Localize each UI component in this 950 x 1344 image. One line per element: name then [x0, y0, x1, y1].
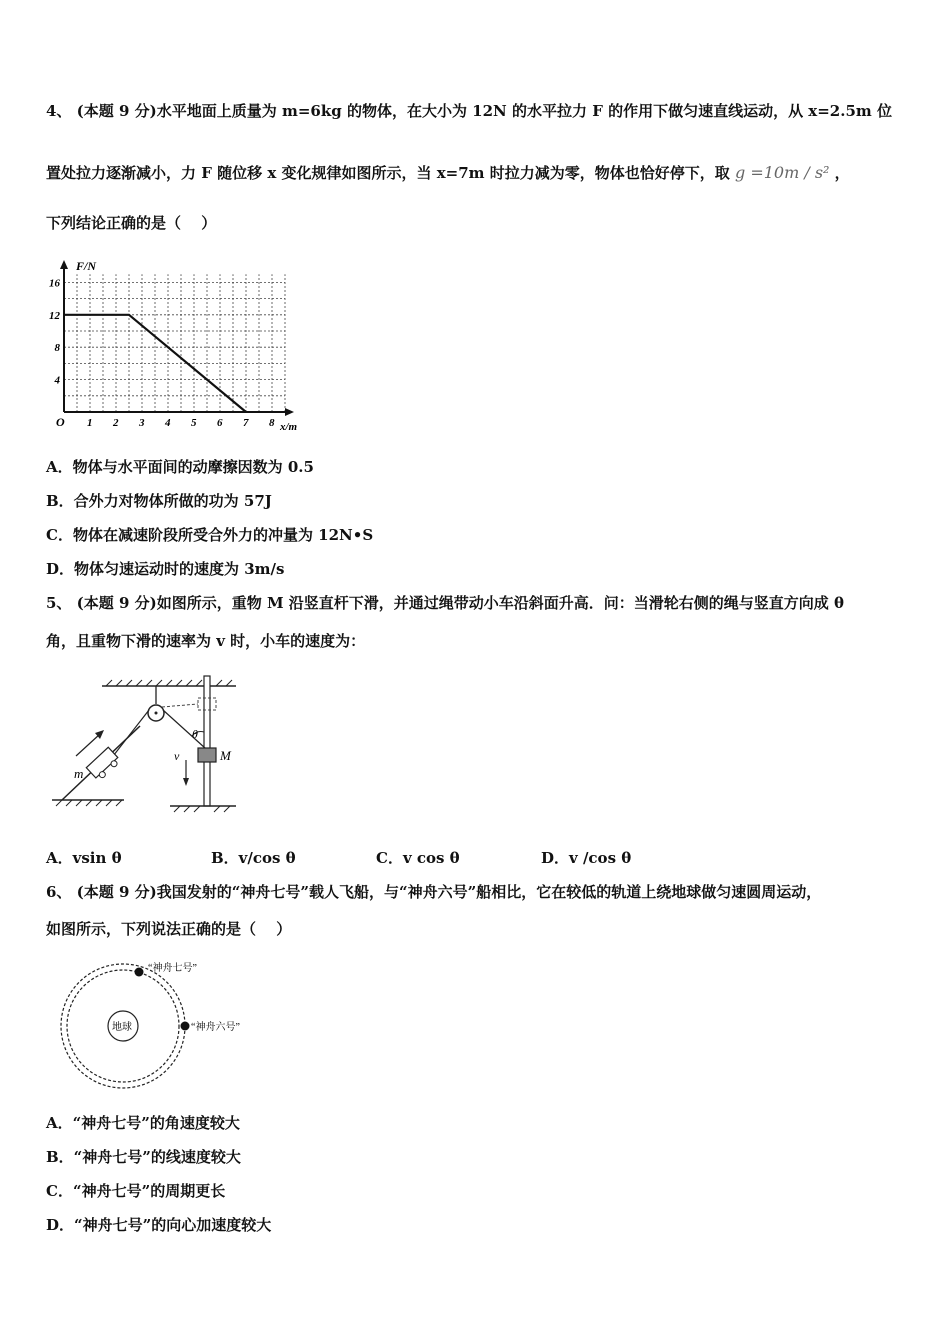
q4-stem-line2 [46, 163, 850, 183]
y-tick-label: 12 [49, 309, 60, 322]
theta-label: θ [192, 727, 198, 741]
q4-stem-line1: 4、 (本题 9 分)水平地面上质量为 m=6kg 的物体，在大小为 12N 的水平拉力 F 的作用下做匀速直线运动，从 x=2.5m 位 [46, 102, 892, 120]
chart-ticks [49, 277, 275, 429]
q5-option-d: D．v /cos θ [541, 849, 632, 867]
ceiling-hatch [106, 680, 232, 686]
label-m: m [74, 766, 84, 781]
force-displacement-chart [40, 252, 310, 438]
q5-option-b: B．v/cos θ [211, 849, 296, 867]
earth-label: 地球 [112, 1022, 132, 1033]
pulley-figure [40, 660, 250, 815]
q4-option-d: D．物体匀速运动时的速度为 3m/s [46, 560, 285, 578]
x-tick-label: 7 [243, 417, 249, 429]
y-tick-label: 16 [49, 277, 60, 290]
x-axis-label: x/m [280, 421, 298, 433]
x-tick-label: 1 [87, 417, 93, 429]
x-axis-arrow [285, 408, 294, 416]
q5-stem-line2: 角，且重物下滑的速率为 v 时，小车的速度为： [46, 632, 366, 650]
x-tick-label: 8 [269, 417, 275, 429]
y-axis-arrow [60, 260, 68, 269]
x-tick-label: 3 [139, 417, 145, 429]
cart-motion-arrow [76, 734, 100, 756]
x-tick-label: 6 [217, 417, 223, 429]
q6-stem-line2: 如图所示，下列说法正确的是（ ） [46, 920, 292, 938]
q6-option-a: A．“神舟七号”的角速度较大 [46, 1114, 240, 1132]
q4-option-a: A．物体与水平面间的动摩擦因数为 0.5 [46, 458, 314, 476]
q6-stem-line1: 6、 (本题 9 分)我国发射的“神舟七号”载人飞船，与“神舟六号”船相比，它在较低的轨道上绕地球做匀速圆周运动， [46, 883, 822, 901]
shenzhou6-label: “神舟六号” [191, 1022, 240, 1033]
shenzhou6-dot [181, 1022, 190, 1031]
label-M: M [220, 748, 231, 763]
block-M [198, 748, 216, 762]
q4-option-b: B．合外力对物体所做的功为 57J [46, 492, 272, 510]
x-tick-label: 2 [113, 417, 119, 429]
y-axis-label: F/N [76, 259, 97, 273]
q6-option-d: D．“神舟七号”的向心加速度较大 [46, 1216, 272, 1234]
q4-stem-line2-text: 置处拉力逐渐减小，力 F 随位移 x 变化规律如图所示，当 x=7m 时拉力减为零，物体也恰好停下，取 [46, 164, 730, 182]
q6-option-c: C．“神舟七号”的周期更长 [46, 1182, 226, 1200]
orbit-figure [55, 955, 265, 1095]
chart-grid [64, 274, 285, 412]
y-tick-label: 4 [54, 374, 60, 387]
q6-option-b: B．“神舟七号”的线速度较大 [46, 1148, 241, 1166]
x-tick-label: 5 [191, 417, 197, 429]
shenzhou7-label: “神舟七号” [148, 963, 197, 974]
y-tick-label: 8 [54, 342, 60, 355]
vertical-rod [204, 676, 210, 806]
label-v: v [174, 749, 180, 763]
gravity-value: g =10m / s² [734, 163, 830, 182]
rope-right [163, 710, 205, 748]
shenzhou7-dot [135, 968, 144, 977]
origin-label: O [56, 415, 65, 429]
q5-option-a: A．vsin θ [46, 849, 122, 867]
q5-option-c: C．v cos θ [376, 849, 460, 867]
q5-stem-line1: 5、 (本题 9 分)如图所示，重物 M 沿竖直杆下滑，并通过绳带动小车沿斜面升高．问：当滑轮右侧的绳与竖直方向成 θ [46, 594, 845, 612]
q4-option-c: C．物体在减速阶段所受合外力的冲量为 12N•S [46, 526, 374, 544]
x-tick-label: 4 [165, 417, 171, 429]
q4-stem-line2-end: ， [834, 164, 850, 182]
q4-stem-line3: 下列结论正确的是（ ） [46, 214, 217, 232]
